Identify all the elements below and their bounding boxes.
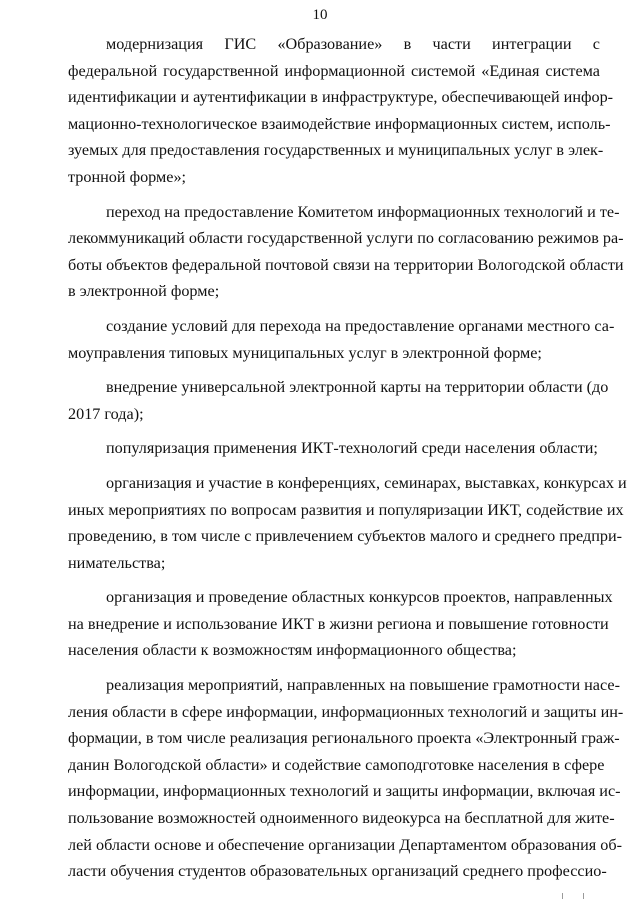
text-line: данин Вологодской области» и содействие самоподготовке населения в сфере (68, 755, 605, 774)
text-line: лей области основе и обеспечение организации Департаментом образования об- (68, 835, 623, 854)
text-line: ласти обучения студентов образовательных организаций среднего профессио- (68, 862, 607, 881)
text-line: федеральной государственной информационной системой «Единая система (68, 61, 600, 80)
text-line: идентификации и аутентификации в инфраструктуре, обеспечивающей инфор- (68, 88, 614, 107)
paragraph-3 (68, 313, 615, 366)
text-line: 2017 года); (68, 404, 144, 423)
text-line: иных мероприятиях по вопросам развития и популяризации ИКТ, содействие их (68, 500, 624, 519)
text-line: лекоммуникаций области государственной услуги по согласованию режимов ра- (68, 229, 624, 248)
text-line: нимательства; (68, 553, 166, 572)
text-line: организация и проведение областных конкурсов проектов, направленных (106, 588, 613, 607)
text-line: информации, информационных технологий и защиты информации, включая ис- (68, 782, 621, 801)
text-line: формации, в том числе реализация регионального проекта «Электронный граж- (68, 729, 620, 748)
scan-artifact-mark (562, 893, 584, 899)
text-line: внедрение универсальной электронной карты на территории области (до (106, 378, 609, 397)
paragraph-4 (68, 374, 609, 427)
text-line: организация и участие в конференциях, семинарах, выставках, конкурсах и (106, 473, 627, 492)
text-line: популяризация применения ИКТ-технологий среди населения области; (106, 439, 598, 458)
text-line: переход на предоставление Комитетом информационных технологий и те- (106, 202, 620, 221)
text-line: реализация мероприятий, направленных на повышение грамотности насе- (106, 676, 620, 695)
text-line: пользование возможностей одноименного видеокурса на бесплатной для жите- (68, 809, 615, 828)
text-line: на внедрение и использование ИКТ в жизни региона и повышение готовности (68, 614, 609, 633)
paragraph-5 (68, 435, 600, 462)
text-line: населения области к возможностям информационного общества; (68, 641, 517, 660)
text-line: ления области в сфере информации, информационных технологий и защиты ин- (68, 702, 624, 721)
paragraph-7 (68, 584, 613, 664)
page-number: 10 (312, 7, 328, 23)
paragraph-1 (68, 31, 614, 191)
document-body (68, 31, 627, 885)
text-line: моуправления типовых муниципальных услуг в электронной форме; (68, 343, 542, 362)
text-line: зуемых для предоставления государственных и муниципальных услуг в элек- (68, 141, 604, 160)
text-line: мационно-технологическое взаимодействие информационных систем, исполь- (68, 114, 611, 133)
text-line: тронной форме»; (68, 167, 187, 186)
paragraph-8 (68, 672, 624, 885)
paragraph-6 (68, 470, 627, 576)
text-line: модернизация ГИС «Образование» в части интеграции с (106, 35, 600, 53)
text-line: боты объектов федеральной почтовой связи на территории Вологодской области (68, 255, 624, 274)
text-line: проведению, в том числе с привлечением субъектов малого и среднего предпри- (68, 527, 623, 546)
paragraph-2 (68, 199, 624, 305)
text-line: создание условий для перехода на предоставление органами местного са- (106, 316, 615, 335)
text-line: в электронной форме; (68, 282, 220, 301)
